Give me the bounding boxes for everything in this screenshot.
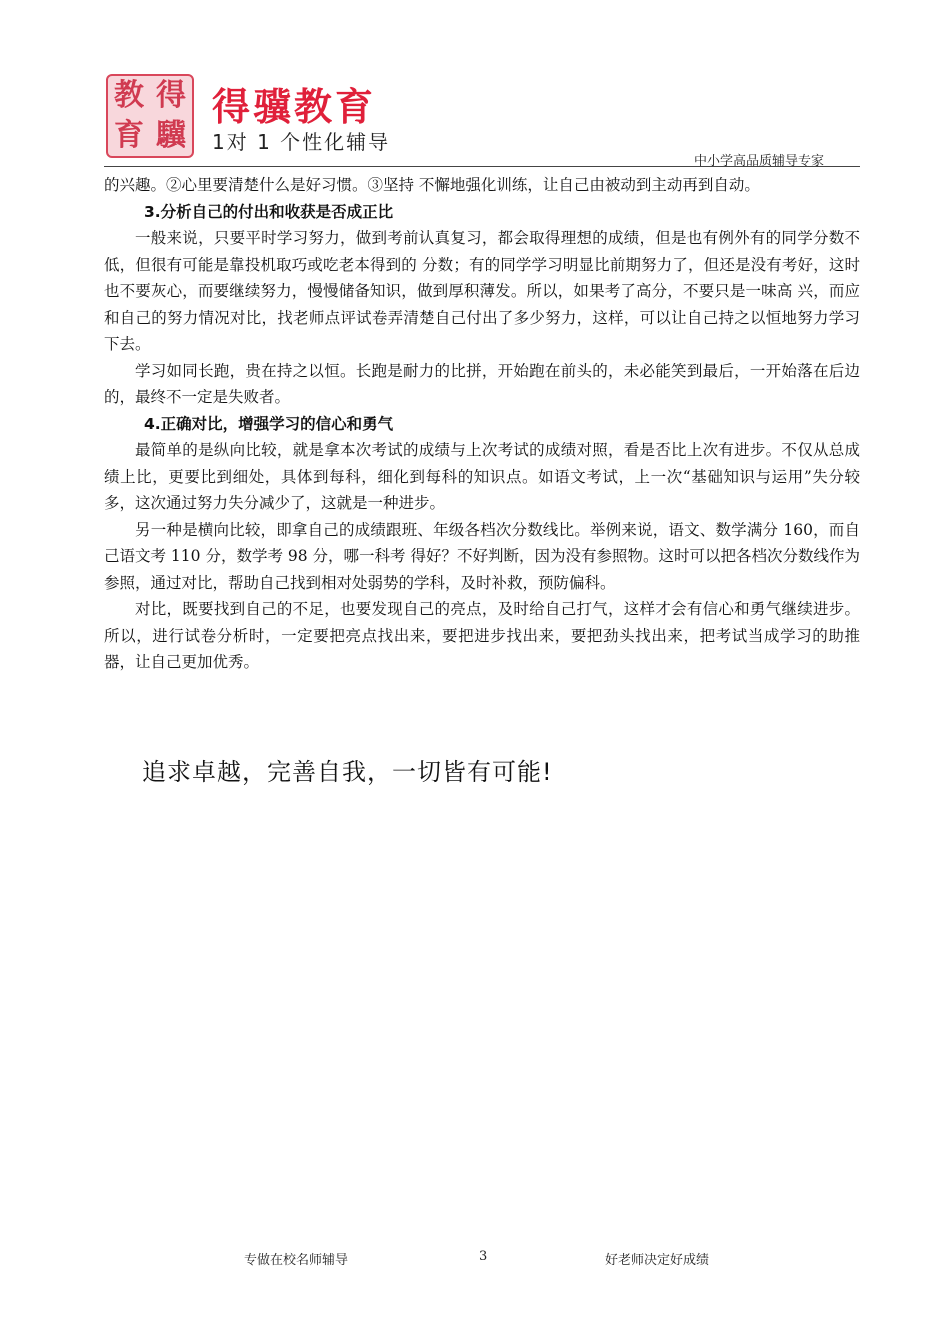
paragraph: 对比，既要找到自己的不足，也要发现自己的亮点，及时给自己打气，这样才会有信心和勇气继续进步。所以，进行试卷分析时，一定要把亮点找出来，要把进步找出来，要把劲头找出来，把考试当成学习的助推器，让自己更加优秀。 — [104, 600, 860, 671]
paragraph: 学习如同长跑，贵在持之以恒。长跑是耐力的比拼，开始跑在前头的，未必能笑到最后，一开始落在后边的，最终不一定是失败者。 — [104, 361, 860, 406]
logo-char: 得 — [156, 78, 186, 113]
document-body — [104, 172, 860, 676]
brand-logo-seal — [106, 74, 194, 158]
logo-char: 育 — [114, 118, 144, 153]
footer-right-text: 好老师决定好成绩 — [605, 1253, 710, 1268]
motto: 追求卓越，完善自我，一切皆有可能! — [142, 758, 553, 786]
logo-char: 驥 — [156, 118, 186, 153]
paragraph: 另一种是横向比较，即拿自己的成绩跟班、年级各档次分数线比。举例来说，语文、数学满分 160，而自己语文考 110 分，数学考 98 分，哪一科考 得好？不好判断，因为没有参照物。这时可以把各档次分数线作为参照，通过对比，帮助自己找到相对处弱势的学科，及时补救，预防偏科。 — [104, 520, 860, 592]
header-tagline: 中小学高品质辅导专家 — [693, 154, 824, 169]
section-heading-3: 3.分析自己的付出和收获是否成正比 — [144, 202, 394, 221]
brand-name: 得骥教育 — [212, 85, 377, 129]
page-number: 3 — [479, 1249, 488, 1264]
footer-left-text: 专做在校名师辅导 — [244, 1253, 349, 1268]
brand-subtitle: 1对 1 个性化辅导 — [212, 130, 391, 154]
paragraph: 最简单的是纵向比较，就是拿本次考试的成绩与上次考试的成绩对照，看是否比上次有进步。不仅从总成绩上比，更要比到细处，具体到每科，细化到每科的知识点。如语文考试，上一次“基础知识与运用”失分较多，这次通过努力失分减少了，这就是一种进步。 — [104, 441, 860, 512]
page-header — [104, 70, 860, 169]
header-divider — [104, 166, 860, 167]
logo-char: 教 — [114, 78, 144, 113]
section-heading-4: 4.正确对比，增强学习的信心和勇气 — [144, 414, 394, 433]
paragraph-intro: 的兴趣。②心里要清楚什么是好习惯。③坚持 不懈地强化训练，让自己由被动到主动再到自动。 — [104, 176, 760, 194]
paragraph: 一般来说，只要平时学习努力，做到考前认真复习，都会取得理想的成绩，但是也有例外有的同学分数不低，但很有可能是靠投机取巧或吃老本得到的 分数；有的同学学习明显比前期努力了，但还是没有考好，这时也不要灰心，而要继续努力，慢慢储备知识，做到厚积薄发。所以，如果考了高分，不要只是一味高 兴，而应和自己的努力情况对比，找老师点评试卷弄清楚自己付出了多少努力，这样，可以让自己持之以恒地努力学习下去。 — [104, 229, 860, 353]
